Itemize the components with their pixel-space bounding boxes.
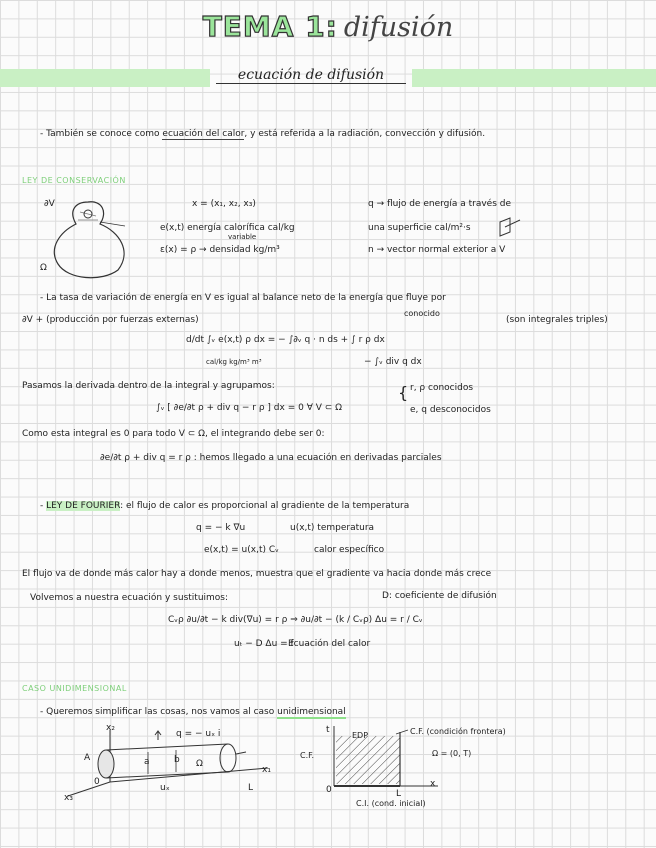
page-title <box>0 10 656 43</box>
fourier-line: - LEY DE FOURIER: el flujo de calor es proporcional al gradiente de la temperatura <box>40 501 410 511</box>
rod-L: L <box>248 783 254 793</box>
x2-label: x₂ <box>106 723 115 733</box>
edp-label: EDP <box>352 731 369 740</box>
normal-def: n → vector normal exterior a V <box>368 245 506 255</box>
point-def: x = (x₁, x₂, x₃) <box>192 199 256 209</box>
conservation-heading: LEY DE CONSERVACIÓN <box>22 176 126 185</box>
subtitle-band <box>0 69 656 87</box>
origin-label: 0 <box>326 785 332 795</box>
intro-pre: - También se conoce como <box>40 129 163 139</box>
cf-left: C.F. <box>300 751 314 760</box>
conservation-eq-2: ∫ᵥ [ ∂e/∂t ρ + div q − r ρ ] dx = 0 ∀ V ⊂ Ω <box>156 403 343 413</box>
rate-line-1: - La tasa de variación de energía en V es igual al balance neto de la energía que fluye por <box>40 293 446 303</box>
rod-A: A <box>84 753 91 763</box>
conservation-eq-1: d/dt ∫ᵥ e(x,t) ρ dx = − ∫∂ᵥ q · n ds + ∫ r ρ dx <box>186 335 385 345</box>
L-label: L <box>396 789 402 799</box>
subtitle: ecuación de difusión <box>216 67 406 84</box>
brace: { <box>398 383 409 402</box>
intro-post: , y está referida a la radiación, convección y difusión. <box>244 129 486 139</box>
fourier-eq-3: Cᵥρ ∂u/∂t − k div(∇u) = r ρ ⇒ ∂u/∂t − (k / Cᵥρ) Δu = r / Cᵥ <box>168 615 423 625</box>
rod-zero: 0 <box>94 777 100 787</box>
variable-note: variable <box>228 233 257 241</box>
flux-def: q → flujo de energía a través de <box>368 199 512 209</box>
intro-line <box>40 128 485 140</box>
omega-label: Ω <box>40 263 47 273</box>
brace-unknown: e, q desconocidos <box>410 405 491 415</box>
brace-known: r, ρ conocidos <box>410 383 474 393</box>
rod-omega: Ω <box>196 759 203 769</box>
coef-note: D: coeficiente de difusión <box>382 591 497 601</box>
ci-label: C.I. (cond. inicial) <box>356 799 426 808</box>
fourier-eq-1: q = − k ∇u <box>196 523 246 533</box>
density-def: ε(x) = ρ → densidad kg/m³ <box>160 245 280 255</box>
oned-line <box>40 706 346 718</box>
div-note: − ∫ᵥ div q dx <box>364 357 422 367</box>
triple-note: (son integrales triples) <box>506 315 608 325</box>
rate-line-2: ∂V + (producción por fuerzas externas) <box>22 315 199 325</box>
back-line: Volvemos a nuestra ecuación y sustituimos: <box>30 593 229 603</box>
oned-pre: - Queremos simplificar las cosas, nos vamos al caso <box>40 707 278 717</box>
title-italic: difusión <box>343 12 454 43</box>
title-bold: TEMA 1: <box>202 10 338 43</box>
rod-b: b <box>174 755 180 765</box>
units-note: cal/kg kg/m³ m³ <box>206 358 262 366</box>
fourier-def: : el flujo de calor es proporcional al gradiente de la temperatura <box>120 501 410 511</box>
surface-def: una superficie cal/m²·s <box>368 223 471 233</box>
rod-a: a <box>144 757 150 767</box>
known-note: conocido <box>404 309 440 318</box>
rod-ux: uₓ <box>160 783 170 793</box>
energy-def: e(x,t) energía calorífica cal/kg <box>160 223 295 233</box>
rod-flux: q = − uₓ i <box>176 729 221 739</box>
fourier-eq-2: e(x,t) = u(x,t) Cᵥ <box>204 545 279 555</box>
heat-eq-name: Ecuación del calor <box>288 639 371 649</box>
surface-icon <box>496 216 522 238</box>
oned-heading: CASO UNIDIMENSIONAL <box>22 684 127 693</box>
flow-line: El flujo va de donde más calor hay a donde menos, muestra que el gradiente va hacia donde más crece <box>22 569 492 579</box>
boundary-label: ∂V <box>44 199 55 209</box>
zero-line: Como esta integral es 0 para todo V ⊂ Ω, el integrando debe ser 0: <box>22 429 325 439</box>
oned-term: unidimensional <box>277 707 346 717</box>
x-axis-label: x <box>430 779 436 789</box>
rod-diagram <box>58 724 288 804</box>
domain-def: Ω = (0, T) <box>432 749 472 758</box>
cf-right: C.F. (condición frontera) <box>410 727 506 736</box>
conservation-eq-3: ∂e/∂t ρ + div q = r ρ : hemos llegado a una ecuación en derivadas parciales <box>100 453 442 463</box>
x1-label: x₁ <box>262 765 271 775</box>
intro-term: ecuación del calor <box>162 129 245 139</box>
fourier-eq-4: uₜ − D Δu = f <box>234 639 294 649</box>
cv-note: calor específico <box>314 545 385 555</box>
t-axis-label: t <box>326 725 330 735</box>
fourier-heading: LEY DE FOURIER <box>46 501 121 511</box>
derive-line: Pasamos la derivada dentro de la integral y agrupamos: <box>22 381 275 391</box>
band-left <box>0 69 210 87</box>
temp-def: u(x,t) temperatura <box>290 523 375 533</box>
x3-label: x₃ <box>64 793 73 803</box>
band-right <box>412 69 656 87</box>
